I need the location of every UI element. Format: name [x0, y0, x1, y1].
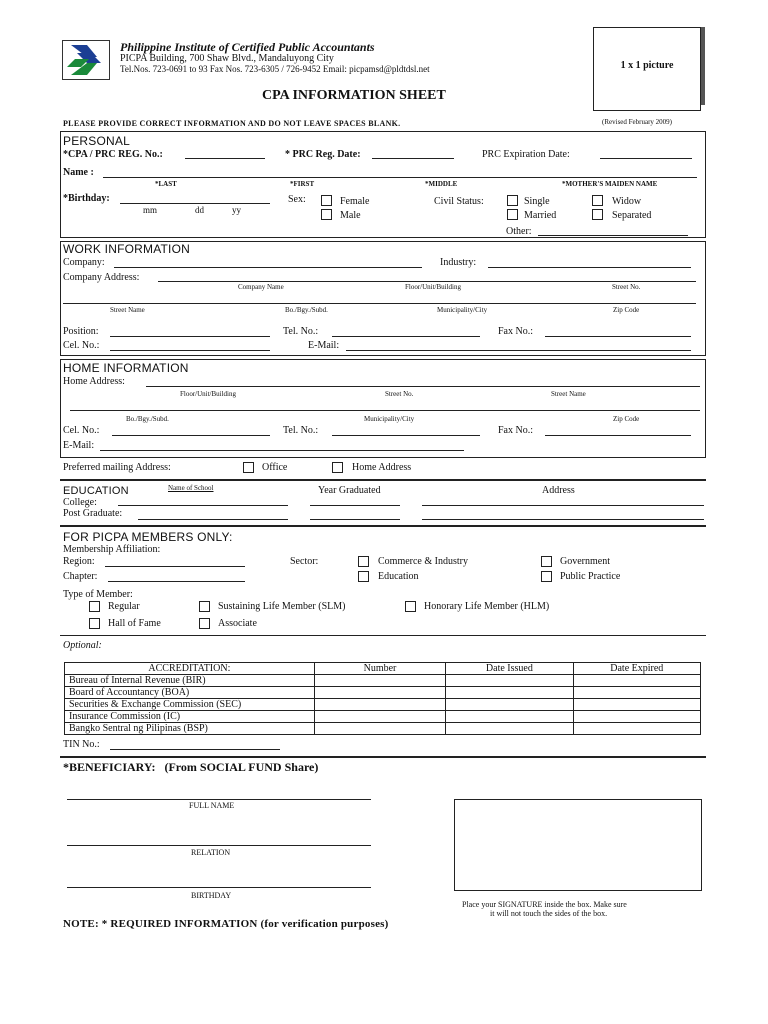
public-practice-label: Public Practice [560, 571, 621, 582]
floor-caption: Floor/Unit/Building [405, 283, 462, 291]
home-address-line2[interactable] [70, 410, 700, 411]
accreditation-header: ACCREDITATION: [65, 663, 315, 675]
home-tel-field[interactable] [332, 435, 480, 436]
table-row [65, 699, 701, 711]
education-sector-label: Education [378, 571, 419, 582]
home-address-label: Home Address: [63, 376, 125, 387]
date-issued-cell[interactable] [446, 699, 573, 711]
position-field[interactable] [110, 336, 270, 337]
street-name-caption: Street Name [110, 306, 145, 314]
home-bo-caption: Bo./Bgy./Subd. [126, 415, 169, 423]
school-caption: Name of School [168, 484, 214, 492]
number-cell[interactable] [314, 711, 445, 723]
home-cel-field[interactable] [112, 435, 270, 436]
company-field[interactable] [114, 267, 422, 268]
education-divider [60, 479, 706, 481]
married-label: Married [524, 210, 557, 221]
optional-divider [60, 635, 706, 636]
chapter-field[interactable] [108, 581, 245, 582]
regular-label: Regular [108, 601, 140, 612]
home-cel-label: Cel. No.: [63, 425, 100, 436]
optional-label: Optional: [63, 640, 102, 651]
associate-checkbox[interactable] [199, 618, 210, 629]
home-municipality-caption: Municipality/City [364, 415, 415, 423]
work-heading: WORK INFORMATION [63, 242, 190, 256]
date-issued-cell[interactable] [446, 687, 573, 699]
required-note: NOTE: * REQUIRED INFORMATION (for verification purposes) [63, 918, 389, 930]
personal-heading: PERSONAL [63, 134, 130, 148]
table-row [65, 711, 701, 723]
number-cell[interactable] [314, 699, 445, 711]
other-label: Other: [506, 226, 532, 237]
date-expired-cell[interactable] [573, 699, 700, 711]
work-cel-field[interactable] [110, 350, 270, 351]
member-type-label: Type of Member: [63, 589, 133, 600]
cpa-reg-field[interactable] [185, 158, 265, 159]
logo-arrows-icon [63, 41, 109, 79]
separated-label: Separated [612, 210, 652, 221]
widow-checkbox[interactable] [592, 195, 603, 206]
middle-caption: *MIDDLE [425, 180, 458, 188]
widow-label: Widow [612, 196, 642, 207]
prc-date-field[interactable] [372, 158, 454, 159]
single-label: Single [524, 196, 550, 207]
home-address-option-label: Home Address [352, 462, 412, 473]
industry-field[interactable] [488, 267, 691, 268]
male-label: Male [340, 210, 361, 221]
company-address-field[interactable] [158, 281, 696, 282]
birthday-caption: BIRTHDAY [191, 891, 232, 900]
org-contacts: Tel.Nos. 723-0691 to 93 Fax Nos. 723-6305 / 726-9452 Email: picpamsd@pldtdsl.net [120, 64, 430, 74]
yy-caption: yy [232, 205, 241, 215]
home-street-name-caption: Street Name [551, 390, 586, 398]
instruction: PLEASE PROVIDE CORRECT INFORMATION AND DO NOT LEAVE SPACES BLANK. [63, 119, 401, 128]
post-grad-label: Post Graduate: [63, 508, 123, 519]
table-row [65, 675, 701, 687]
female-label: Female [340, 196, 370, 207]
slm-label: Sustaining Life Member (SLM) [218, 601, 346, 612]
maiden-caption: *MOTHER'S MAIDEN NAME [562, 180, 658, 188]
date-issued-cell[interactable] [446, 675, 573, 687]
college-school-field[interactable] [118, 505, 288, 506]
street-no-caption: Street No. [612, 283, 641, 291]
mm-caption: mm [143, 205, 158, 215]
hall-of-fame-label: Hall of Fame [108, 618, 161, 629]
name-field[interactable] [103, 177, 697, 178]
prc-exp-label: PRC Expiration Date: [482, 149, 570, 160]
office-checkbox[interactable] [243, 462, 254, 473]
home-tel-label: Tel. No.: [283, 425, 319, 436]
agency-cell: Bangko Sentral ng Pilipinas (BSP) [65, 723, 315, 735]
beneficiary-birthday-field[interactable] [67, 887, 371, 888]
home-heading: HOME INFORMATION [63, 361, 189, 375]
public-practice-checkbox[interactable] [541, 571, 552, 582]
government-label: Government [560, 556, 610, 567]
signature-box[interactable] [454, 799, 702, 891]
hall-of-fame-checkbox[interactable] [89, 618, 100, 629]
region-field[interactable] [105, 566, 245, 567]
table-row [65, 687, 701, 699]
table-row [65, 723, 701, 735]
married-checkbox[interactable] [507, 209, 518, 220]
male-checkbox[interactable] [321, 209, 332, 220]
bo-caption: Bo./Bgy./Subd. [285, 306, 328, 314]
birthday-label: *Birthday: [63, 193, 110, 204]
tin-field[interactable] [110, 749, 280, 750]
company-label: Company: [63, 257, 105, 268]
date-expired-cell[interactable] [573, 675, 700, 687]
beneficiary-relation-field[interactable] [67, 845, 371, 846]
form-title: CPA INFORMATION SHEET [262, 88, 446, 103]
table-header-row [65, 663, 701, 675]
home-address-checkbox[interactable] [332, 462, 343, 473]
work-tel-field[interactable] [332, 336, 480, 337]
date-issued-header: Date Issued [446, 663, 573, 675]
commerce-checkbox[interactable] [358, 556, 369, 567]
zip-caption: Zip Code [613, 306, 640, 314]
date-expired-cell[interactable] [573, 711, 700, 723]
revised-date: Revised February 2009 [604, 118, 670, 126]
separated-checkbox[interactable] [592, 209, 603, 220]
region-label: Region: [63, 556, 95, 567]
chapter-label: Chapter: [63, 571, 98, 582]
sector-label: Sector: [290, 556, 319, 567]
mailing-label: Preferred mailing Address: [63, 462, 171, 473]
company-address-label: Company Address: [63, 272, 140, 283]
home-email-field[interactable] [100, 450, 464, 451]
affiliation-label: Membership Affiliation: [63, 544, 161, 555]
number-cell[interactable] [314, 687, 445, 699]
education-heading: EDUCATION [63, 485, 129, 497]
slm-checkbox[interactable] [199, 601, 210, 612]
date-expired-cell[interactable] [573, 723, 700, 735]
agency-cell: Board of Accountancy (BOA) [65, 687, 315, 699]
single-checkbox[interactable] [507, 195, 518, 206]
regular-checkbox[interactable] [89, 601, 100, 612]
date-issued-cell[interactable] [446, 711, 573, 723]
birthday-field[interactable] [120, 203, 270, 204]
home-zip-caption: Zip Code [613, 415, 640, 423]
college-address-field[interactable] [422, 505, 704, 506]
education-sector-checkbox[interactable] [358, 571, 369, 582]
full-name-caption: FULL NAME [189, 801, 235, 810]
beneficiary-divider [60, 756, 706, 758]
civil-status-label: Civil Status: [434, 196, 484, 207]
home-address-field[interactable] [146, 386, 700, 387]
date-expired-cell[interactable] [573, 687, 700, 699]
work-fax-field[interactable] [545, 336, 691, 337]
home-fax-label: Fax No.: [498, 425, 533, 436]
college-year-field[interactable] [310, 505, 400, 506]
beneficiary-name-field[interactable] [67, 799, 371, 800]
relation-caption: RELATION [191, 848, 231, 857]
female-checkbox[interactable] [321, 195, 332, 206]
government-checkbox[interactable] [541, 556, 552, 567]
post-school-field[interactable] [138, 519, 288, 520]
number-header: Number [314, 663, 445, 675]
home-fax-field[interactable] [545, 435, 691, 436]
position-label: Position: [63, 326, 99, 337]
members-divider [60, 525, 706, 527]
number-cell[interactable] [314, 723, 445, 735]
agency-cell: Securities & Exchange Commission (SEC) [65, 699, 315, 711]
dd-caption: dd [195, 205, 204, 215]
home-email-label: E-Mail: [63, 440, 95, 451]
number-cell[interactable] [314, 675, 445, 687]
work-email-label: E-Mail: [308, 340, 340, 351]
cpa-reg-label: *CPA / PRC REG. No.: [63, 149, 163, 160]
revised-note: (Revised February 2009) [602, 118, 673, 126]
accreditation-table [64, 662, 701, 735]
picture-box [593, 27, 701, 111]
name-label: Name : [63, 167, 94, 178]
date-expired-header: Date Expired [573, 663, 700, 675]
home-floor-caption: Floor/Unit/Building [180, 390, 237, 398]
associate-label: Associate [218, 618, 257, 629]
work-cel-label: Cel. No.: [63, 340, 100, 351]
agency-cell: Bureau of Internal Revenue (BIR) [65, 675, 315, 687]
year-caption: Year Graduated [318, 485, 381, 496]
hlm-checkbox[interactable] [405, 601, 416, 612]
office-label: Office [262, 462, 288, 473]
beneficiary-heading: *BENEFICIARY: (From SOCIAL FUND Share) [63, 760, 319, 774]
post-address-field[interactable] [422, 519, 704, 520]
work-email-field[interactable] [346, 350, 691, 351]
last-caption: *LAST [155, 180, 177, 188]
industry-label: Industry: [440, 257, 477, 268]
work-fax-label: Fax No.: [498, 326, 533, 337]
commerce-label: Commerce & Industry [378, 556, 468, 567]
municipality-caption: Municipality/City [437, 306, 488, 314]
prc-exp-field[interactable] [600, 158, 692, 159]
date-issued-cell[interactable] [446, 723, 573, 735]
work-section [60, 241, 706, 356]
home-street-no-caption: Street No. [385, 390, 414, 398]
sex-label: Sex: [288, 194, 306, 205]
company-name-caption: Company Name [238, 283, 284, 291]
members-heading: FOR PICPA MEMBERS ONLY: [63, 530, 233, 544]
tin-label: TIN No.: [63, 739, 100, 750]
first-caption: *FIRST [290, 180, 315, 188]
work-tel-label: Tel. No.: [283, 326, 319, 337]
picture-label: 1 x 1 picture [620, 60, 674, 71]
prc-date-label: * PRC Reg. Date: [285, 149, 361, 160]
hlm-label: Honorary Life Member (HLM) [424, 601, 550, 612]
signature-note-2: it will not touch the sides of the box. [490, 909, 608, 918]
agency-cell: Insurance Commission (IC) [65, 711, 315, 723]
post-year-field[interactable] [310, 519, 400, 520]
signature-note-1: Place your SIGNATURE inside the box. Make sure [462, 900, 627, 909]
org-address: PICPA Building, 700 Shaw Blvd., Mandaluyong City [120, 53, 334, 64]
edu-address-caption: Address [542, 485, 575, 496]
college-label: College: [63, 497, 97, 508]
org-name: Philippine Institute of Certified Public Accountants [120, 40, 375, 54]
other-field[interactable] [538, 235, 688, 236]
company-address-line2[interactable] [63, 303, 696, 304]
picpa-logo [62, 40, 110, 80]
